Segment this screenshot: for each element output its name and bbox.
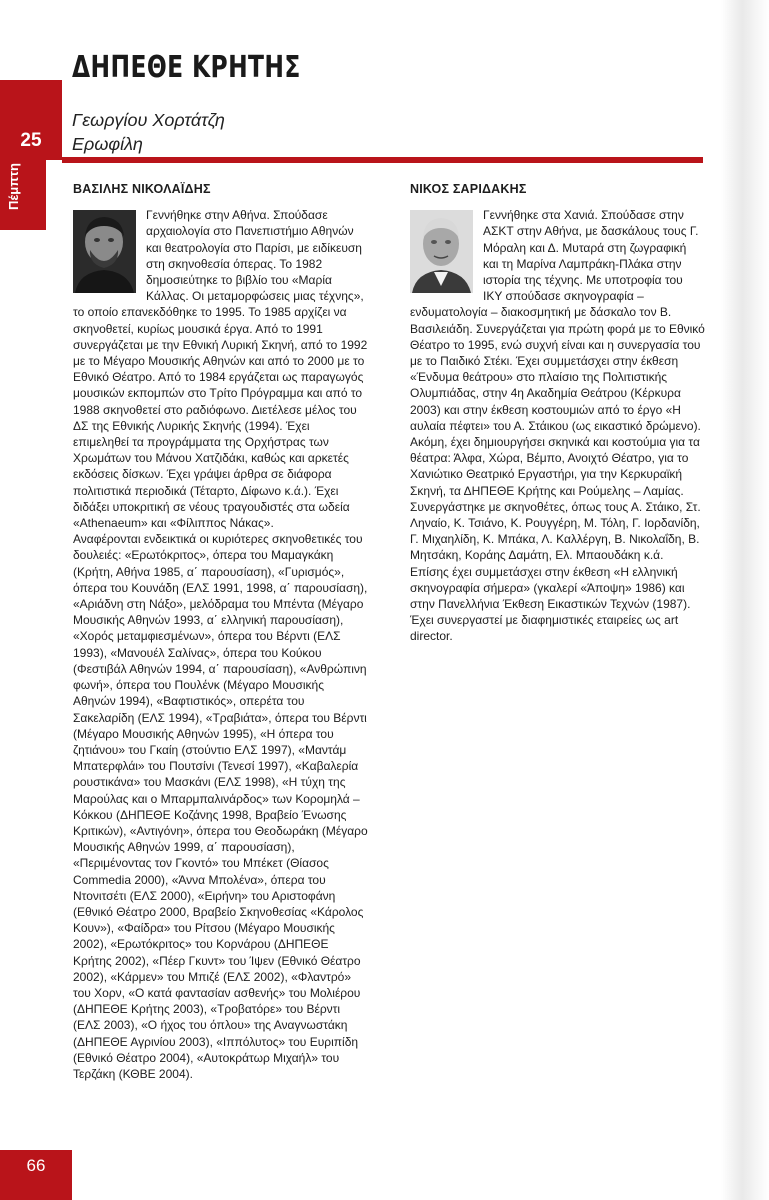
person-name: ΒΑΣΙΛΗΣ ΝΙΚΟΛΑΪΔΗΣ <box>73 182 211 196</box>
bio-paragraph: Γεννήθηκε στην Αθήνα. Σπούδασε αρχαιολογία στο Πανεπιστήμιο Αθηνών και θεατρολογία στο Παρίσι, με ειδίκευση στη σκηνοθεσία όπερας. Το 1982 δημοσιεύτηκε το βιβλίο του «Μαρία Κάλλας. Οι μεταμορφώσεις μιας τέχνης», το οποίο επανεκδόθηκε το 1995. Το 1985 αρχίζει να σκηνοθετεί, κυρίως μουσικά έργα. Από το 1991 συνεργάζεται με την Εθνική Λυρική Σκηνή, από το 1992 με το Μέγαρο Μουσικής Αθηνών και από το 2000 με το Εθνικό Θέατρο. Από το 1984 εργάζεται ως παραγωγός μουσικών εκπομπών στο Τρίτο Πρόγραμμα και από το 1988 σκηνοθετεί στο ραδιόφωνο. Διετέλεσε μέλος του ΔΣ της Εθνικής Λυρικής Σκηνής (1994). Έχει επιμεληθεί τα προγράμματα της Ορχήστρας των Χρωμάτων του Μάνου Χατζιδάκι, καθώς και αρκετές εκδόσεις δίσκων. Έχει γράψει άρθρα σε διάφορα πολιτιστικά περιοδικά (Τέταρτο, Δίφωνο κ.ά.). Έχει διδάξει υποκριτική σε νέους τραγουδιστές στα ωδεία «Athenaeum» και «Φίλιππος Νάκας». <box>73 208 368 531</box>
left-column <box>73 181 368 1082</box>
right-column <box>410 181 705 645</box>
page-number: 66 <box>26 1156 46 1175</box>
day-label: Πέμπτη <box>6 163 21 210</box>
chapter-number: 25 <box>20 130 42 151</box>
productions-paragraph: Αναφέρονται ενδεικτικά οι κυριότερες σκηνοθετικές του δουλειές: «Ερωτόκριτος», όπερα του Μαμαγκάκη (Κρήτη, Αθήνα 1985, α΄ παρουσίαση), «Γυρισμός», όπερα του Κουνάδη (ΕΛΣ 1991, 1998, α΄ παρουσίαση), «Αριάδνη στη Νάξο», μελόδραμα του Μπέντα (Μέγαρο Μουσικής Αθηνών 1993, α΄ ελληνική παρουσίαση), «Χορός μεταμφιεσμένων», όπερα του Βέρντι (ΕΛΣ 1993), «Μανουέλ Σαλίνας», όπερα του Κούκου (Φεστιβάλ Αθηνών 1994, α΄ παρουσίαση), «Ανθρώπινη φωνή», όπερα του Πουλένκ (Μέγαρο Μουσικής Αθηνών 1994), «Βαφτιστικός», οπερέτα του Σακελαρίδη (ΕΛΣ 1994), «Τραβιάτα», όπερα του Βέρντι (Μέγαρο Μουσικής Αθηνών 1995), «Η όπερα του ζητιάνου» του Γκαίη (στούντιο ΕΛΣ 1997), «Μαντάμ Μπατερφλάι» του Πουτσίνι (Τενεσί 1997), «Καβαλερία ρουστικάνα» του Μασκάνι (ΕΛΣ 1998), «Η τύχη της Μαρούλας και ο Μπαρμπαλινάρδος» των Κορομηλά – Κόκκου (ΔΗΠΕΘΕ Κοζάνης 1998, Βραβείο Ένωσης Κριτικών), «Αντιγόνη», όπερα του Θεοδωράκη (Μέγαρο Μουσικής Αθηνών 1999, α΄ παρουσίαση), «Περιμένοντας τον Γκοντό» του Μπέκετ (Θίασος Commedia 2000), «Άννα Μπολένα», όπερα του Ντονιτσέτι (ΕΛΣ 2000), «Ειρήνη» του Αριστοφάνη (Εθνικό Θέατρο 2000, Βραβείο Σκηνοθεσίας «Κάρολος Κουν»), «Φαίδρα» του Ρίτσου (Μέγαρο Μουσικής 2002), «Ερωτόκριτος» του Κορνάρου (ΔΗΠΕΘΕ Κρήτης 2002), «Πέερ Γκυντ» του Ίψεν (Εθνικό Θέατρο 2002), «Κάρμεν» του Μπιζέ (ΕΛΣ 2002), «Φλαντρό» του Χορν, «Ο κατά φαντασίαν ασθενής» του Μολιέρου (ΔΗΠΕΘΕ Κρήτης 2003), «Τροβατόρε» του Βέρντι (ΕΛΣ 2003), «Ο ήχος του όπλου» της Αναγνωστάκη (ΔΗΠΕΘΕ Αγρινίου 2003), «Ιππόλυτος» του Ευριπίδη (Εθνικό Θέατρο 2004), «Αυτοκράτωρ Μιχαήλ» του Τερζάκη (ΚΘΒΕ 2004). <box>73 532 368 1081</box>
play-subtitle: Ερωφίλη <box>72 134 143 154</box>
page-title: ΔΗΠΕΘΕ ΚΡΗΤΗΣ <box>72 50 301 85</box>
page-spine-shadow <box>721 0 769 1200</box>
bio-paragraph-2: Ακόμη, έχει δημιουργήσει σκηνικά και κοστούμια για τα θέατρα: Άλφα, Χώρα, Βέμπο, Ανοιχτό Θέατρο, για το Χανιώτικο Θεατρικό Εργαστήρι, για την Κερκυραϊκή Σκηνή, τα ΔΗΠΕΘΕ Κρήτης και Ρούμελης – Λαμίας. <box>410 435 700 498</box>
bio-text <box>73 207 368 1082</box>
portrait-photo <box>73 210 136 293</box>
bio-paragraph: Γεννήθηκε στα Χανιά. Σπούδασε στην ΑΣΚΤ στην Αθήνα, με δασκάλους τους Γ. Μόραλη και Δ. Μυταρά στη ζωγραφική και τη Μαρίνα Λαμπράκη-Πλάκα στην ιστορία της τέχνης. Με υποτροφία του ΙΚΥ σπούδασε σκηνογραφία – ενδυματολογία – διακοσμητική με δάσκαλο τον Β. Βασιλειάδη. Συνεργάζεται για πρώτη φορά με το Εθνικό Θέατρο το 1995, ενώ συχνή είναι και η συνεργασία του με το Παιδικό Στέκι. Έχει συμμετάσχει στην έκθεση «Ένδυμα θεάτρου» στο πλαίσιο της Πολιτιστικής Ολυμπιάδας, στην 4η Ακαδημία Θεάτρου (Κέρκυρα 2003) και στην έκθεση κοστουμιών από το έργο «Η αυλαία πέφτει» του Α. Στάικου (ως εικαστικό δρώμενο). <box>410 208 705 433</box>
bio-paragraph-3: Συνεργάστηκε με σκηνοθέτες, όπως τους Α. Στάικο, Στ. Ληναίο, Κ. Τσιάνο, Κ. Ρουγγέρη, Μ. Τόλη, Γ. Ιορδανίδη, Γ. Μιχαηλίδη, Κ. Μπάκα, Λ. Καλλέργη, Β. Νικολαΐδη, Β. Μητσάκη, Κοράης Δαμάτη, Ελ. Μπαουδάκη κ.ά. <box>410 499 701 563</box>
bio-paragraph-4: Επίσης έχει συμμετάσχει στην έκθεση «Η ελληνική σκηνογραφία σήμερα» (γκαλερί «Άποψη» 1986) και στην Πανελλήνια Έκθεση Εικαστικών Τεχνών (1987). Έχει συνεργαστεί με διαφημιστικές εταιρείες ως art director. <box>410 564 691 644</box>
person-name: ΝΙΚΟΣ ΣΑΡΙΔΑΚΗΣ <box>410 182 527 196</box>
author-subtitle: Γεωργίου Χορτάτζη <box>72 110 225 130</box>
title-rule <box>62 157 703 163</box>
portrait-photo <box>410 210 473 293</box>
